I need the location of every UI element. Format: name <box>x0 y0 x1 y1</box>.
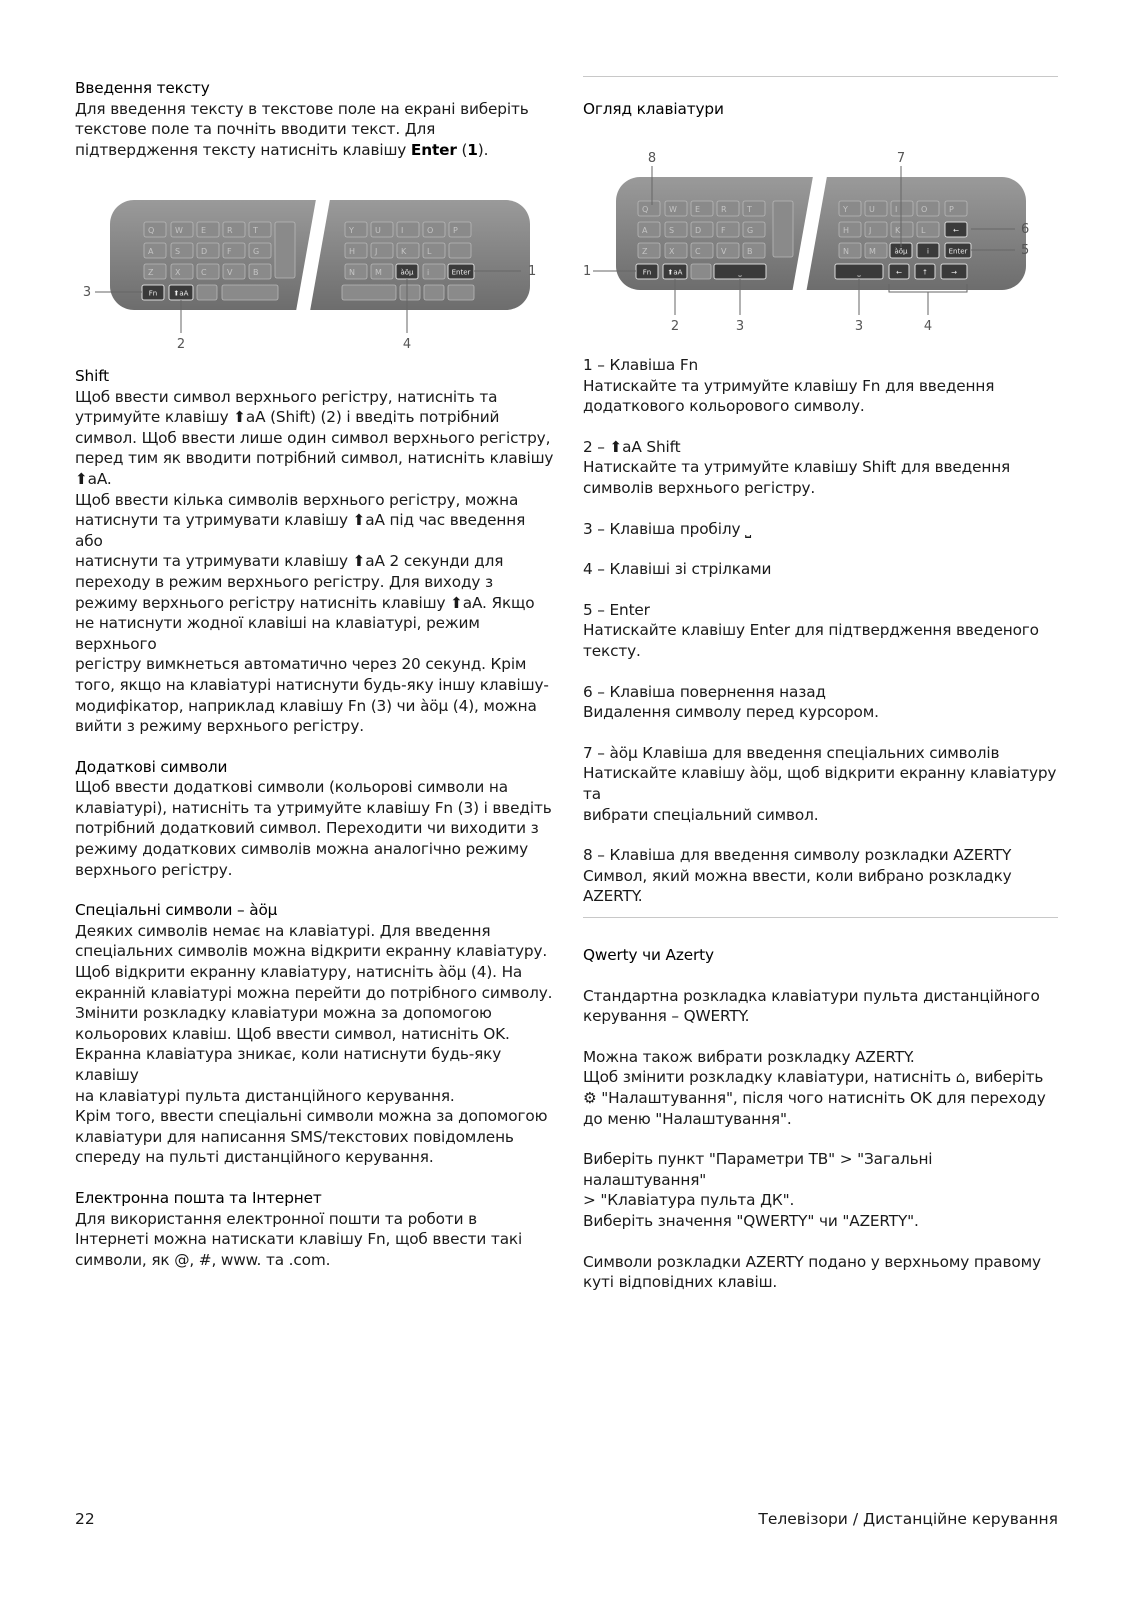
key-label: X <box>669 247 675 256</box>
section-title-shift: Shift <box>75 367 110 385</box>
paragraph-line: переходу в режим верхнього регістру. Для виходу з <box>75 572 494 591</box>
callout-number: 7 <box>896 151 906 166</box>
paragraph-line: не натиснути жодної клавіші на клавіатурі, режим верхнього <box>75 614 480 653</box>
key-label: E <box>695 205 701 214</box>
paragraph-line: натиснути та утримувати клавішу ⬆aA 2 секунди для <box>75 552 504 571</box>
paragraph-line: Інтернеті можна натискати клавішу Fn, щоб ввести такі <box>75 1230 523 1249</box>
paragraph-line: Крім того, ввести спеціальні символи можна за допомогою <box>75 1107 548 1126</box>
paragraph-line: того, якщо на клавіатурі натиснути будь-яку іншу клавішу- <box>75 675 549 694</box>
section-title-extra-symbols: Додаткові символи <box>75 757 228 776</box>
key-label: A <box>148 247 154 256</box>
section-title-email-internet: Електронна пошта та Інтернет <box>75 1188 322 1207</box>
key-label: N <box>843 247 849 256</box>
key-label: C <box>201 268 207 277</box>
paragraph-line: на клавіатурі пульта дистанційного керування. <box>75 1086 455 1105</box>
paragraph-line: > "Клавіатура пульта ДК". <box>583 1191 795 1210</box>
paragraph-line: вийти з режиму верхнього регістру. <box>75 717 364 736</box>
paragraph-line: Для введення тексту в текстове поле на екрані виберіть <box>75 99 529 118</box>
key-label: A <box>642 226 648 235</box>
key-label: ← <box>896 268 902 277</box>
key-label: O <box>921 205 928 214</box>
key-label: i <box>927 247 929 256</box>
key-label: S <box>175 247 181 256</box>
right-column-qwerty <box>583 0 1058 1293</box>
paragraph-line: Натискайте та утримуйте клавішу Fn для введення <box>583 376 995 395</box>
key-label: Q <box>642 205 649 214</box>
paragraph-line: Щоб ввести кілька символів верхнього регістру, можна <box>75 490 519 509</box>
item-heading: 6 – Клавіша повернення назад <box>583 682 826 701</box>
key-label: I <box>401 226 404 235</box>
paragraph-line: Виберіть пункт "Параметри ТВ" > "Загальні налаштування" <box>583 1150 933 1189</box>
key-label: ⎵ <box>857 268 861 277</box>
paragraph-line: Натискайте клавішу àöµ, щоб відкрити екранну клавіатуру та <box>583 764 1057 803</box>
callout-number: 3 <box>735 319 745 334</box>
key-label: N <box>349 268 355 277</box>
key-label: F <box>227 247 232 256</box>
key-label: K <box>401 247 407 256</box>
paragraph-line: режиму додаткових символів можна аналогічно режиму <box>75 840 529 859</box>
paragraph-line: Щоб ввести символ верхнього регістру, натисніть та <box>75 387 498 406</box>
key-label: V <box>227 268 233 277</box>
key-label: Fn <box>148 289 158 298</box>
key-label: R <box>721 205 727 214</box>
key-label: W <box>669 205 677 214</box>
paragraph-line: до меню "Налаштування". <box>583 1109 792 1128</box>
paragraph-line: Символи розкладки AZERTY подано у верхньому правому <box>583 1252 1041 1271</box>
key-label: L <box>921 226 926 235</box>
paragraph-line: спереду на пульті дистанційного керування. <box>75 1148 434 1167</box>
key-label: ⬆aA <box>667 268 683 277</box>
paragraph-line: керування – QWERTY. <box>583 1007 750 1026</box>
key-label: J <box>375 247 378 256</box>
paragraph-line: утримуйте клавішу ⬆aA (Shift) (2) і введіть потрібний <box>75 408 500 427</box>
key-label: U <box>375 226 381 235</box>
key-label: F <box>721 226 726 235</box>
paragraph-line: екранній клавіатурі можна перейти до потрібного символу. <box>75 983 553 1002</box>
paragraph-line: Щоб ввести додаткові символи (кольорові символи на <box>75 778 508 797</box>
paragraph-line: Змінити розкладку клавіатури можна за допомогою <box>75 1004 492 1023</box>
paragraph-line: символи, як @, #, www. та .com. <box>75 1250 331 1269</box>
key-label: K <box>895 226 901 235</box>
paragraph-line: Виберіть значення "QWERTY" чи "AZERTY". <box>583 1211 919 1230</box>
callout-number: 1 <box>528 264 537 279</box>
paragraph-line: ⚙ "Налаштування", після чого натисніть OK для переходу <box>583 1088 1046 1107</box>
key-label: ⬆aA <box>173 289 189 298</box>
key-label: àöµ <box>894 247 908 256</box>
paragraph-line: підтвердження тексту натисніть клавішу Enter (1). <box>75 140 489 159</box>
paragraph-line: додаткового кольорового символу. <box>583 397 865 416</box>
paragraph-line: регістру вимкнеться автоматично через 20 секунд. Крім <box>75 655 527 674</box>
item-heading: 5 – Enter <box>583 600 650 619</box>
paragraph-line: клавіатури для написання SMS/текстових повідомлень <box>75 1127 514 1146</box>
key-label: Q <box>148 226 155 235</box>
callout-number: 4 <box>402 337 412 352</box>
paragraph-line: Щоб відкрити екранну клавіатуру, натисніть àöµ (4). На <box>75 963 523 982</box>
key-label: C <box>695 247 701 256</box>
key-label: L <box>427 247 432 256</box>
key-label: Z <box>148 268 154 277</box>
item-heading: 4 – Клавіші зі стрілками <box>583 560 772 579</box>
paragraph-line: Стандартна розкладка клавіатури пульта дистанційного <box>583 986 1040 1005</box>
key-label: X <box>175 268 181 277</box>
key-label: U <box>869 205 875 214</box>
key-label: T <box>747 205 752 214</box>
callout-number: 5 <box>1021 243 1030 258</box>
key-label: D <box>695 226 702 235</box>
paragraph-line: AZERTY. <box>583 887 643 906</box>
key-label: ↑ <box>922 268 928 277</box>
paragraph-line: кольорових клавіш. Щоб ввести символ, натисніть OK. <box>75 1024 510 1043</box>
paragraph-line: ⬆aA. <box>75 469 112 488</box>
paragraph-line: модифікатор, наприклад клавішу Fn (3) чи àöµ (4), можна <box>75 696 537 715</box>
paragraph-line: Натискайте та утримуйте клавішу Shift для введення <box>583 458 1011 477</box>
section-title-text-input: Введення тексту <box>75 79 210 97</box>
key-label: Y <box>349 226 354 235</box>
paragraph-line: Для використання електронної пошти та роботи в <box>75 1209 477 1228</box>
key-label: W <box>175 226 183 235</box>
paragraph-line: режиму верхнього регістру натисніть клавішу ⬆aA. Якщо <box>75 593 535 612</box>
paragraph-line: Екранна клавіатура зникає, коли натиснути будь-яку клавішу <box>75 1045 502 1084</box>
key-label: àöµ <box>400 268 414 277</box>
key-label: Enter <box>451 268 471 277</box>
callout-number: 1 <box>583 264 592 279</box>
item-heading: 8 – Клавіша для введення символу розкладки AZERTY <box>583 846 1012 865</box>
page-number: 22 <box>75 1510 95 1528</box>
footer-section: Телевізори / Дистанційне керування <box>758 1510 1058 1528</box>
callout-number: 8 <box>647 151 657 166</box>
paragraph-line: верхнього регістру. <box>75 860 233 879</box>
item-heading: 2 – ⬆aA Shift <box>583 437 681 456</box>
key-label: G <box>747 226 754 235</box>
key-label: ← <box>953 226 959 235</box>
paragraph-line: потрібний додатковий символ. Переходити чи виходити з <box>75 819 539 838</box>
callout-number: 6 <box>1021 222 1030 237</box>
key-label: D <box>201 247 208 256</box>
paragraph-line: текстове поле та почніть вводити текст. Для <box>75 120 436 139</box>
paragraph-line: спеціальних символів можна відкрити екранну клавіатуру. <box>75 942 548 961</box>
item-heading: 7 – àöµ Клавіша для введення спеціальних символів <box>583 743 1000 762</box>
left-column-lower <box>75 0 555 1270</box>
paragraph-line: Натискайте клавішу Enter для підтвердження введеного <box>583 621 1039 640</box>
item-heading: 3 – Клавіша пробілу ⎵ <box>583 519 752 538</box>
callout-number: 2 <box>670 319 680 334</box>
paragraph-line: Деяких символів немає на клавіатурі. Для введення <box>75 921 491 940</box>
key-label: ⎵ <box>738 268 742 277</box>
paragraph-line: Щоб змінити розкладку клавіатури, натисніть ⌂, виберіть <box>583 1068 1044 1087</box>
key-label: B <box>253 268 259 277</box>
callout-number: 4 <box>923 319 933 334</box>
callout-number: 2 <box>176 337 186 352</box>
paragraph-line: символів верхнього регістру. <box>583 478 816 497</box>
paragraph-line: символ. Щоб ввести лише один символ верхнього регістру, <box>75 428 551 447</box>
paragraph-line: Видалення символу перед курсором. <box>583 703 879 722</box>
key-label: Z <box>642 247 648 256</box>
key-label: Y <box>843 205 848 214</box>
key-label: P <box>453 226 458 235</box>
key-label: H <box>349 247 356 256</box>
key-label: P <box>949 205 954 214</box>
section-title-keyboard-overview: Огляд клавіатури <box>583 100 724 118</box>
key-label: B <box>747 247 753 256</box>
key-label: I <box>895 205 898 214</box>
key-label: Fn <box>642 268 652 277</box>
key-label: → <box>951 268 957 277</box>
callout-number: 3 <box>854 319 864 334</box>
key-label: M <box>375 268 382 277</box>
paragraph-line: тексту. <box>583 641 641 660</box>
key-label: E <box>201 226 207 235</box>
callout-number: 3 <box>82 285 92 300</box>
paragraph-line: вибрати спеціальний символ. <box>583 805 819 824</box>
key-label: H <box>843 226 850 235</box>
key-label: V <box>721 247 727 256</box>
paragraph-line: Можна також вибрати розкладку AZERTY. <box>583 1047 915 1066</box>
paragraph-line: куті відповідних клавіш. <box>583 1273 778 1292</box>
key-label: G <box>253 247 260 256</box>
key-label: S <box>669 226 675 235</box>
paragraph-line: перед тим як вводити потрібний символ, натисніть клавішу <box>75 449 554 468</box>
section-title-special-symbols: Спеціальні символи – àöµ <box>75 901 278 920</box>
paragraph-line: Символ, який можна ввести, коли вибрано розкладку <box>583 866 1012 885</box>
key-label: O <box>427 226 434 235</box>
item-heading: 1 – Клавіша Fn <box>583 356 699 374</box>
key-label: Enter <box>948 247 968 256</box>
key-label: J <box>869 226 872 235</box>
key-label: i <box>427 268 430 277</box>
key-label: T <box>253 226 258 235</box>
key-label: M <box>869 247 876 256</box>
key-label: R <box>227 226 233 235</box>
section-title-qwerty-azerty: Qwerty чи Azerty <box>583 946 714 964</box>
paragraph-line: клавіатурі), натисніть та утримуйте клавішу Fn (3) і введіть <box>75 798 552 817</box>
paragraph-line: натиснути та утримувати клавішу ⬆aA під час введення або <box>75 511 526 550</box>
